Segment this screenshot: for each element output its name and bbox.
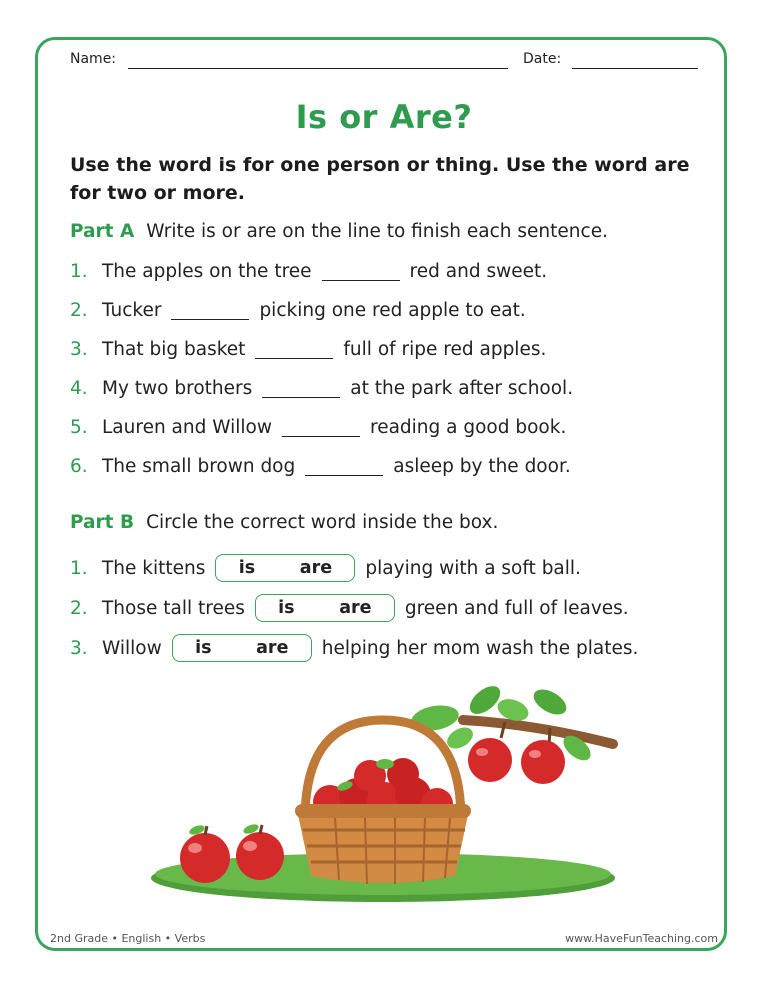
footer-website[interactable]: www.HaveFunTeaching.com <box>565 932 718 945</box>
part-b-item-3 <box>70 635 638 661</box>
footer-subject-tags: 2nd Grade • English • Verbs <box>50 932 206 945</box>
choice-is[interactable]: is <box>238 558 256 578</box>
item-number: 1. <box>70 557 88 579</box>
part-a-item-5 <box>70 414 566 440</box>
apple-icon <box>236 832 284 880</box>
instructions: Use the word is for one person or thing. Use the word are for two or more. <box>70 154 690 204</box>
choice-box <box>215 554 355 582</box>
apple-highlight <box>476 748 488 756</box>
item-number: 1. <box>70 260 88 282</box>
choice-are[interactable]: are <box>339 598 372 618</box>
answer-blank[interactable] <box>255 340 333 359</box>
answer-blank[interactable] <box>322 262 400 281</box>
apple-icon <box>180 833 230 883</box>
answer-blank[interactable] <box>171 301 249 320</box>
sentence-start: My two brothers <box>102 377 253 399</box>
item-number: 3. <box>70 637 88 659</box>
answer-blank[interactable] <box>305 457 383 476</box>
part-a-tag: Part A <box>70 221 135 242</box>
sentence-start: Those tall trees <box>102 597 245 619</box>
sentence-end: full of ripe red apples. <box>343 338 547 360</box>
date-line[interactable] <box>572 68 698 69</box>
apple-stem <box>205 826 207 835</box>
part-b-direction: Circle the correct word inside the box. <box>146 512 499 533</box>
part-b-item-1 <box>70 555 581 581</box>
item-number: 4. <box>70 377 88 399</box>
header-row <box>70 51 698 71</box>
apple-highlight <box>243 841 257 851</box>
part-b-tag: Part B <box>70 512 135 533</box>
apple-stem <box>260 825 262 834</box>
part-a-item-1 <box>70 258 547 284</box>
part-a-item-2 <box>70 297 526 323</box>
name-label: Name: <box>70 51 117 67</box>
choice-box <box>172 634 312 662</box>
part-a-item-6 <box>70 453 571 479</box>
part-a-item-3 <box>70 336 546 362</box>
sentence-start: Lauren and Willow <box>102 416 272 438</box>
page-title: Is or Are? <box>295 98 473 136</box>
part-b-item-2 <box>70 595 629 621</box>
item-number: 5. <box>70 416 88 438</box>
answer-blank[interactable] <box>262 379 340 398</box>
name-line[interactable] <box>128 68 508 69</box>
sentence-start: Tucker <box>102 299 162 321</box>
part-a-direction: Write is or are on the line to finish each sentence. <box>146 221 608 242</box>
sentence-start: That big basket <box>102 338 246 360</box>
sentence-start: The small brown dog <box>102 455 296 477</box>
sentence-end: reading a good book. <box>370 416 567 438</box>
sentence-end: green and full of leaves. <box>404 597 629 619</box>
leaf-icon <box>465 681 505 719</box>
leaf-icon <box>376 759 394 769</box>
basket-rim <box>295 804 471 818</box>
sentence-start: Willow <box>102 637 162 659</box>
part-a-item-4 <box>70 375 573 401</box>
sentence-start: The apples on the tree <box>102 260 312 282</box>
apple-highlight <box>188 843 202 853</box>
choice-box <box>255 594 395 622</box>
sentence-end: picking one red apple to eat. <box>259 299 526 321</box>
apple-basket-illustration <box>145 680 625 910</box>
apple-icon <box>521 740 565 784</box>
apple-highlight <box>529 750 541 758</box>
choice-are[interactable]: are <box>299 558 333 578</box>
item-number: 2. <box>70 299 88 321</box>
choice-is[interactable]: is <box>278 598 295 618</box>
choice-is[interactable]: is <box>195 638 212 658</box>
apple-icon <box>468 738 512 782</box>
answer-blank[interactable] <box>282 418 360 437</box>
sentence-end: asleep by the door. <box>393 455 571 477</box>
part-a-heading <box>70 221 608 242</box>
item-number: 6. <box>70 455 88 477</box>
sentence-end: helping her mom wash the plates. <box>321 637 639 659</box>
sentence-start: The kittens <box>102 557 206 579</box>
sentence-end: at the park after school. <box>350 377 574 399</box>
sentence-end: playing with a soft ball. <box>365 557 581 579</box>
leaf-icon <box>529 684 570 719</box>
item-number: 3. <box>70 338 88 360</box>
choice-are[interactable]: are <box>256 638 289 658</box>
date-label: Date: <box>523 51 562 67</box>
sentence-end: red and sweet. <box>409 260 548 282</box>
item-number: 2. <box>70 597 88 619</box>
part-b-heading <box>70 512 498 533</box>
